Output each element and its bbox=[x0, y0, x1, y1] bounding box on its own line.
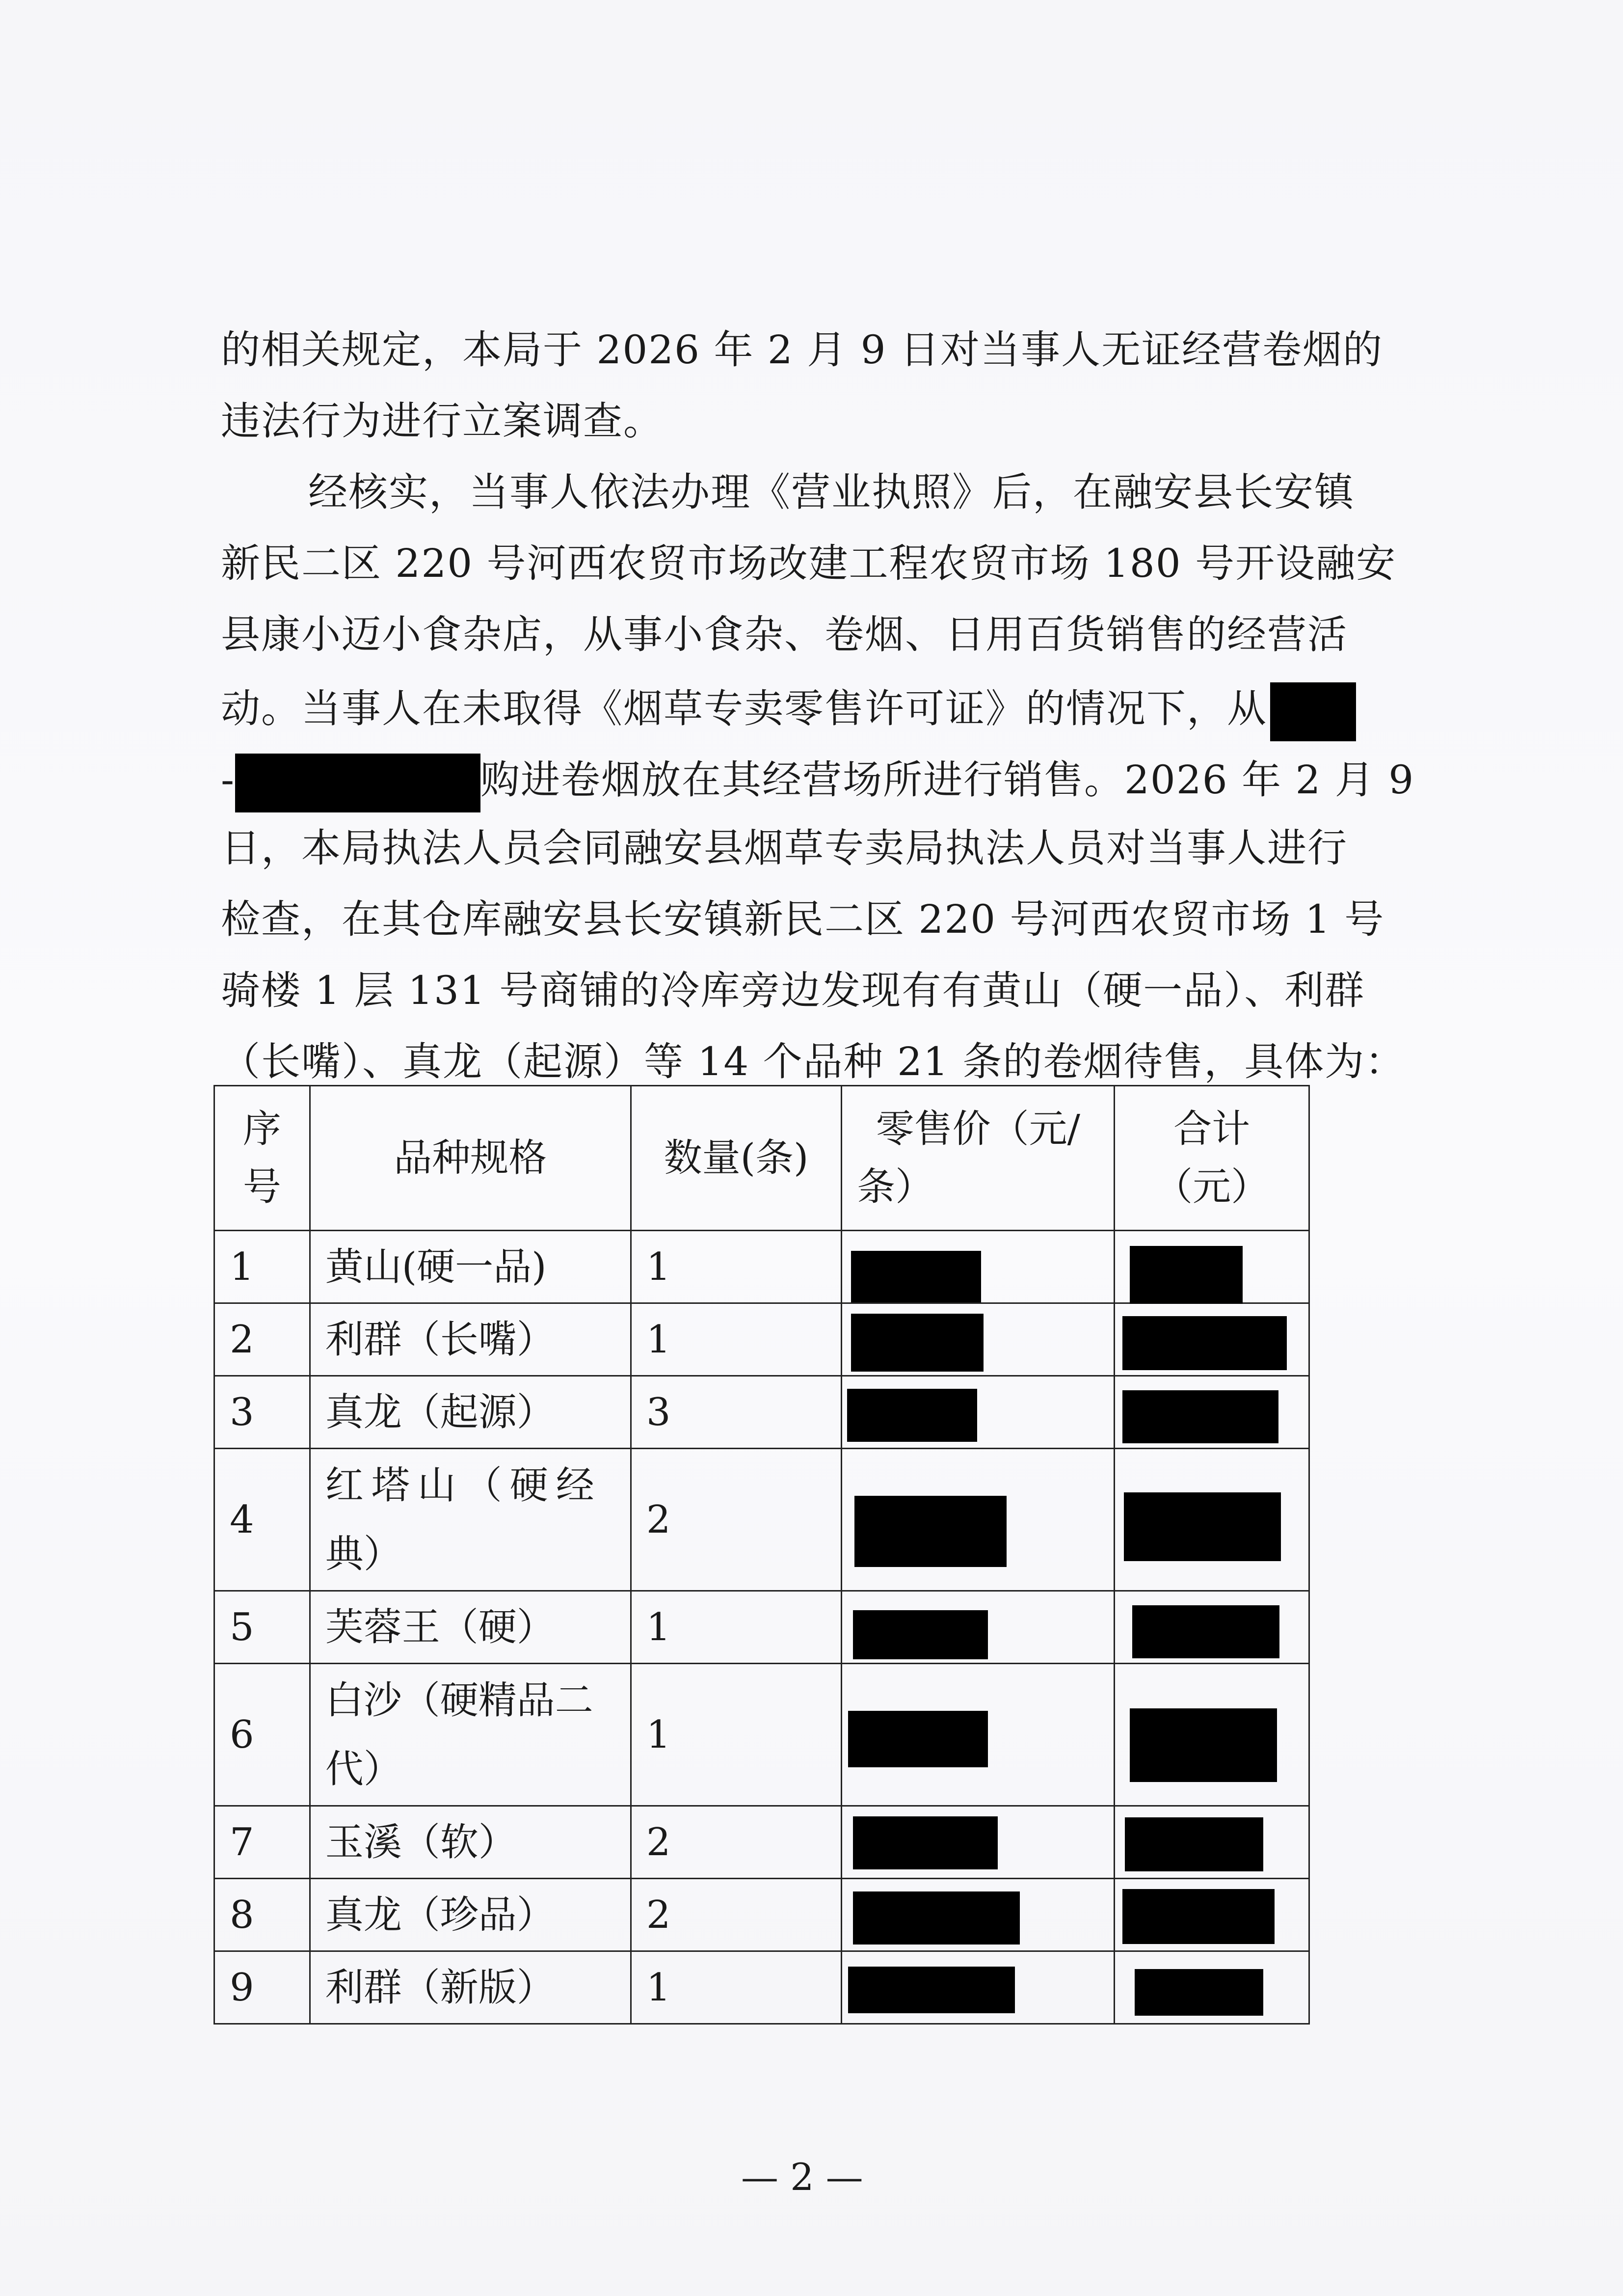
paragraph-text: 购进卷烟放在其经营场所进行销售。2026 年 2 月 9 bbox=[480, 757, 1415, 803]
paragraph-line: 的相关规定，本局于 2026 年 2 月 9 日对当事人无证经营卷烟的 bbox=[221, 327, 1383, 373]
redaction-block bbox=[1270, 682, 1356, 741]
table-header-row bbox=[214, 1086, 1309, 1231]
row-index: 3 bbox=[214, 1376, 310, 1449]
row-index: 9 bbox=[214, 1951, 310, 2024]
row-qty: 1 bbox=[631, 1303, 841, 1376]
row-qty: 1 bbox=[631, 1664, 841, 1806]
row-index: 4 bbox=[214, 1449, 310, 1591]
paragraph-text: 动。当事人在未取得《烟草专卖零售许可证》的情况下，从 bbox=[221, 686, 1267, 731]
paragraph-line: 日，本局执法人员会同融安县烟草专卖局执法人员对当事人进行 bbox=[221, 825, 1348, 871]
paragraph-line bbox=[221, 682, 1356, 741]
row-spec: 利群（长嘴） bbox=[310, 1303, 631, 1376]
row-index: 7 bbox=[214, 1806, 310, 1879]
row-spec: 玉溪（软） bbox=[310, 1806, 631, 1879]
paragraph-line: 新民二区 220 号河西农贸市场改建工程农贸市场 180 号开设融安 bbox=[221, 540, 1397, 586]
row-price bbox=[842, 1879, 1115, 1951]
row-spec: 红塔山（硬经 典） bbox=[310, 1449, 631, 1591]
table-row bbox=[214, 1376, 1309, 1449]
row-total bbox=[1115, 1231, 1309, 1303]
row-index: 5 bbox=[214, 1591, 310, 1664]
row-index: 8 bbox=[214, 1879, 310, 1951]
row-total bbox=[1115, 1303, 1309, 1376]
row-index: 6 bbox=[214, 1664, 310, 1806]
row-index: 1 bbox=[214, 1231, 310, 1303]
redaction-block bbox=[1135, 1969, 1263, 2016]
row-qty: 2 bbox=[631, 1449, 841, 1591]
table-row bbox=[214, 1806, 1309, 1879]
row-price bbox=[842, 1449, 1115, 1591]
redaction-block bbox=[1132, 1605, 1279, 1658]
redaction-block bbox=[1125, 1817, 1263, 1871]
row-spec: 黄山(硬一品) bbox=[310, 1231, 631, 1303]
row-price bbox=[842, 1951, 1115, 2024]
cigarette-table bbox=[213, 1085, 1310, 2025]
table-row bbox=[214, 1303, 1309, 1376]
row-spec: 利群（新版） bbox=[310, 1951, 631, 2024]
row-total bbox=[1115, 1806, 1309, 1879]
redaction-block bbox=[851, 1314, 984, 1372]
redaction-block bbox=[848, 1967, 1015, 2013]
table-row bbox=[214, 1449, 1309, 1591]
table-row bbox=[214, 1591, 1309, 1664]
header-total: 合计 （元） bbox=[1115, 1086, 1309, 1231]
redaction-block bbox=[847, 1389, 977, 1442]
table-row bbox=[214, 1951, 1309, 2024]
redaction-block bbox=[848, 1711, 988, 1767]
paragraph-line: （长嘴）、真龙（起源）等 14 个品种 21 条的卷烟待售，具体为： bbox=[221, 1039, 1406, 1084]
table-row bbox=[214, 1664, 1309, 1806]
row-qty: 1 bbox=[631, 1951, 841, 2024]
header-index: 序 号 bbox=[214, 1086, 310, 1231]
row-total bbox=[1115, 1664, 1309, 1806]
redaction-block bbox=[1130, 1246, 1243, 1304]
paragraph-line: 违法行为进行立案调查。 bbox=[221, 398, 664, 444]
row-spec: 真龙（珍品） bbox=[310, 1879, 631, 1951]
row-qty: 2 bbox=[631, 1806, 841, 1879]
redaction-block bbox=[853, 1610, 988, 1659]
row-qty: 1 bbox=[631, 1231, 841, 1303]
row-price bbox=[842, 1376, 1115, 1449]
row-total bbox=[1115, 1951, 1309, 2024]
redaction-block bbox=[853, 1816, 998, 1869]
row-total bbox=[1115, 1879, 1309, 1951]
table-row bbox=[214, 1231, 1309, 1303]
paragraph-line: 检查，在其仓库融安县长安镇新民二区 220 号河西农贸市场 1 号 bbox=[221, 896, 1385, 942]
row-qty: 2 bbox=[631, 1879, 841, 1951]
paragraph-text: - bbox=[221, 757, 236, 803]
row-price bbox=[842, 1591, 1115, 1664]
row-spec: 芙蓉王（硬） bbox=[310, 1591, 631, 1664]
row-qty: 1 bbox=[631, 1591, 841, 1664]
redaction-block bbox=[1122, 1316, 1287, 1370]
redaction-block bbox=[1130, 1708, 1277, 1782]
row-price bbox=[842, 1303, 1115, 1376]
page-number: — 2 — bbox=[741, 2155, 863, 2199]
header-spec: 品种规格 bbox=[310, 1086, 631, 1231]
paragraph-line: 经核实，当事人依法办理《营业执照》后，在融安县长安镇 bbox=[308, 469, 1355, 515]
redaction-block bbox=[1122, 1889, 1275, 1944]
paragraph-line: 县康小迈小食杂店，从事小食杂、卷烟、日用百货销售的经营活 bbox=[221, 612, 1348, 657]
redaction-block bbox=[235, 754, 480, 812]
row-total bbox=[1115, 1376, 1309, 1449]
redaction-block bbox=[1124, 1492, 1281, 1561]
row-total bbox=[1115, 1449, 1309, 1591]
paragraph-line bbox=[221, 754, 1414, 812]
table-row bbox=[214, 1879, 1309, 1951]
row-index: 2 bbox=[214, 1303, 310, 1376]
row-qty: 3 bbox=[631, 1376, 841, 1449]
row-spec: 真龙（起源） bbox=[310, 1376, 631, 1449]
row-price bbox=[842, 1806, 1115, 1879]
row-spec: 白沙（硬精品二 代） bbox=[310, 1664, 631, 1806]
header-qty: 数量(条) bbox=[631, 1086, 841, 1231]
row-price bbox=[842, 1664, 1115, 1806]
redaction-block bbox=[854, 1496, 1007, 1567]
paragraph-line: 骑楼 1 层 131 号商铺的冷库旁边发现有有黄山（硬一品）、利群 bbox=[221, 968, 1365, 1013]
redaction-block bbox=[853, 1891, 1020, 1945]
row-total bbox=[1115, 1591, 1309, 1664]
row-price bbox=[842, 1231, 1115, 1303]
redaction-block bbox=[851, 1251, 981, 1302]
header-price: 零售价（元/ 条） bbox=[842, 1086, 1115, 1231]
redaction-block bbox=[1122, 1390, 1278, 1443]
